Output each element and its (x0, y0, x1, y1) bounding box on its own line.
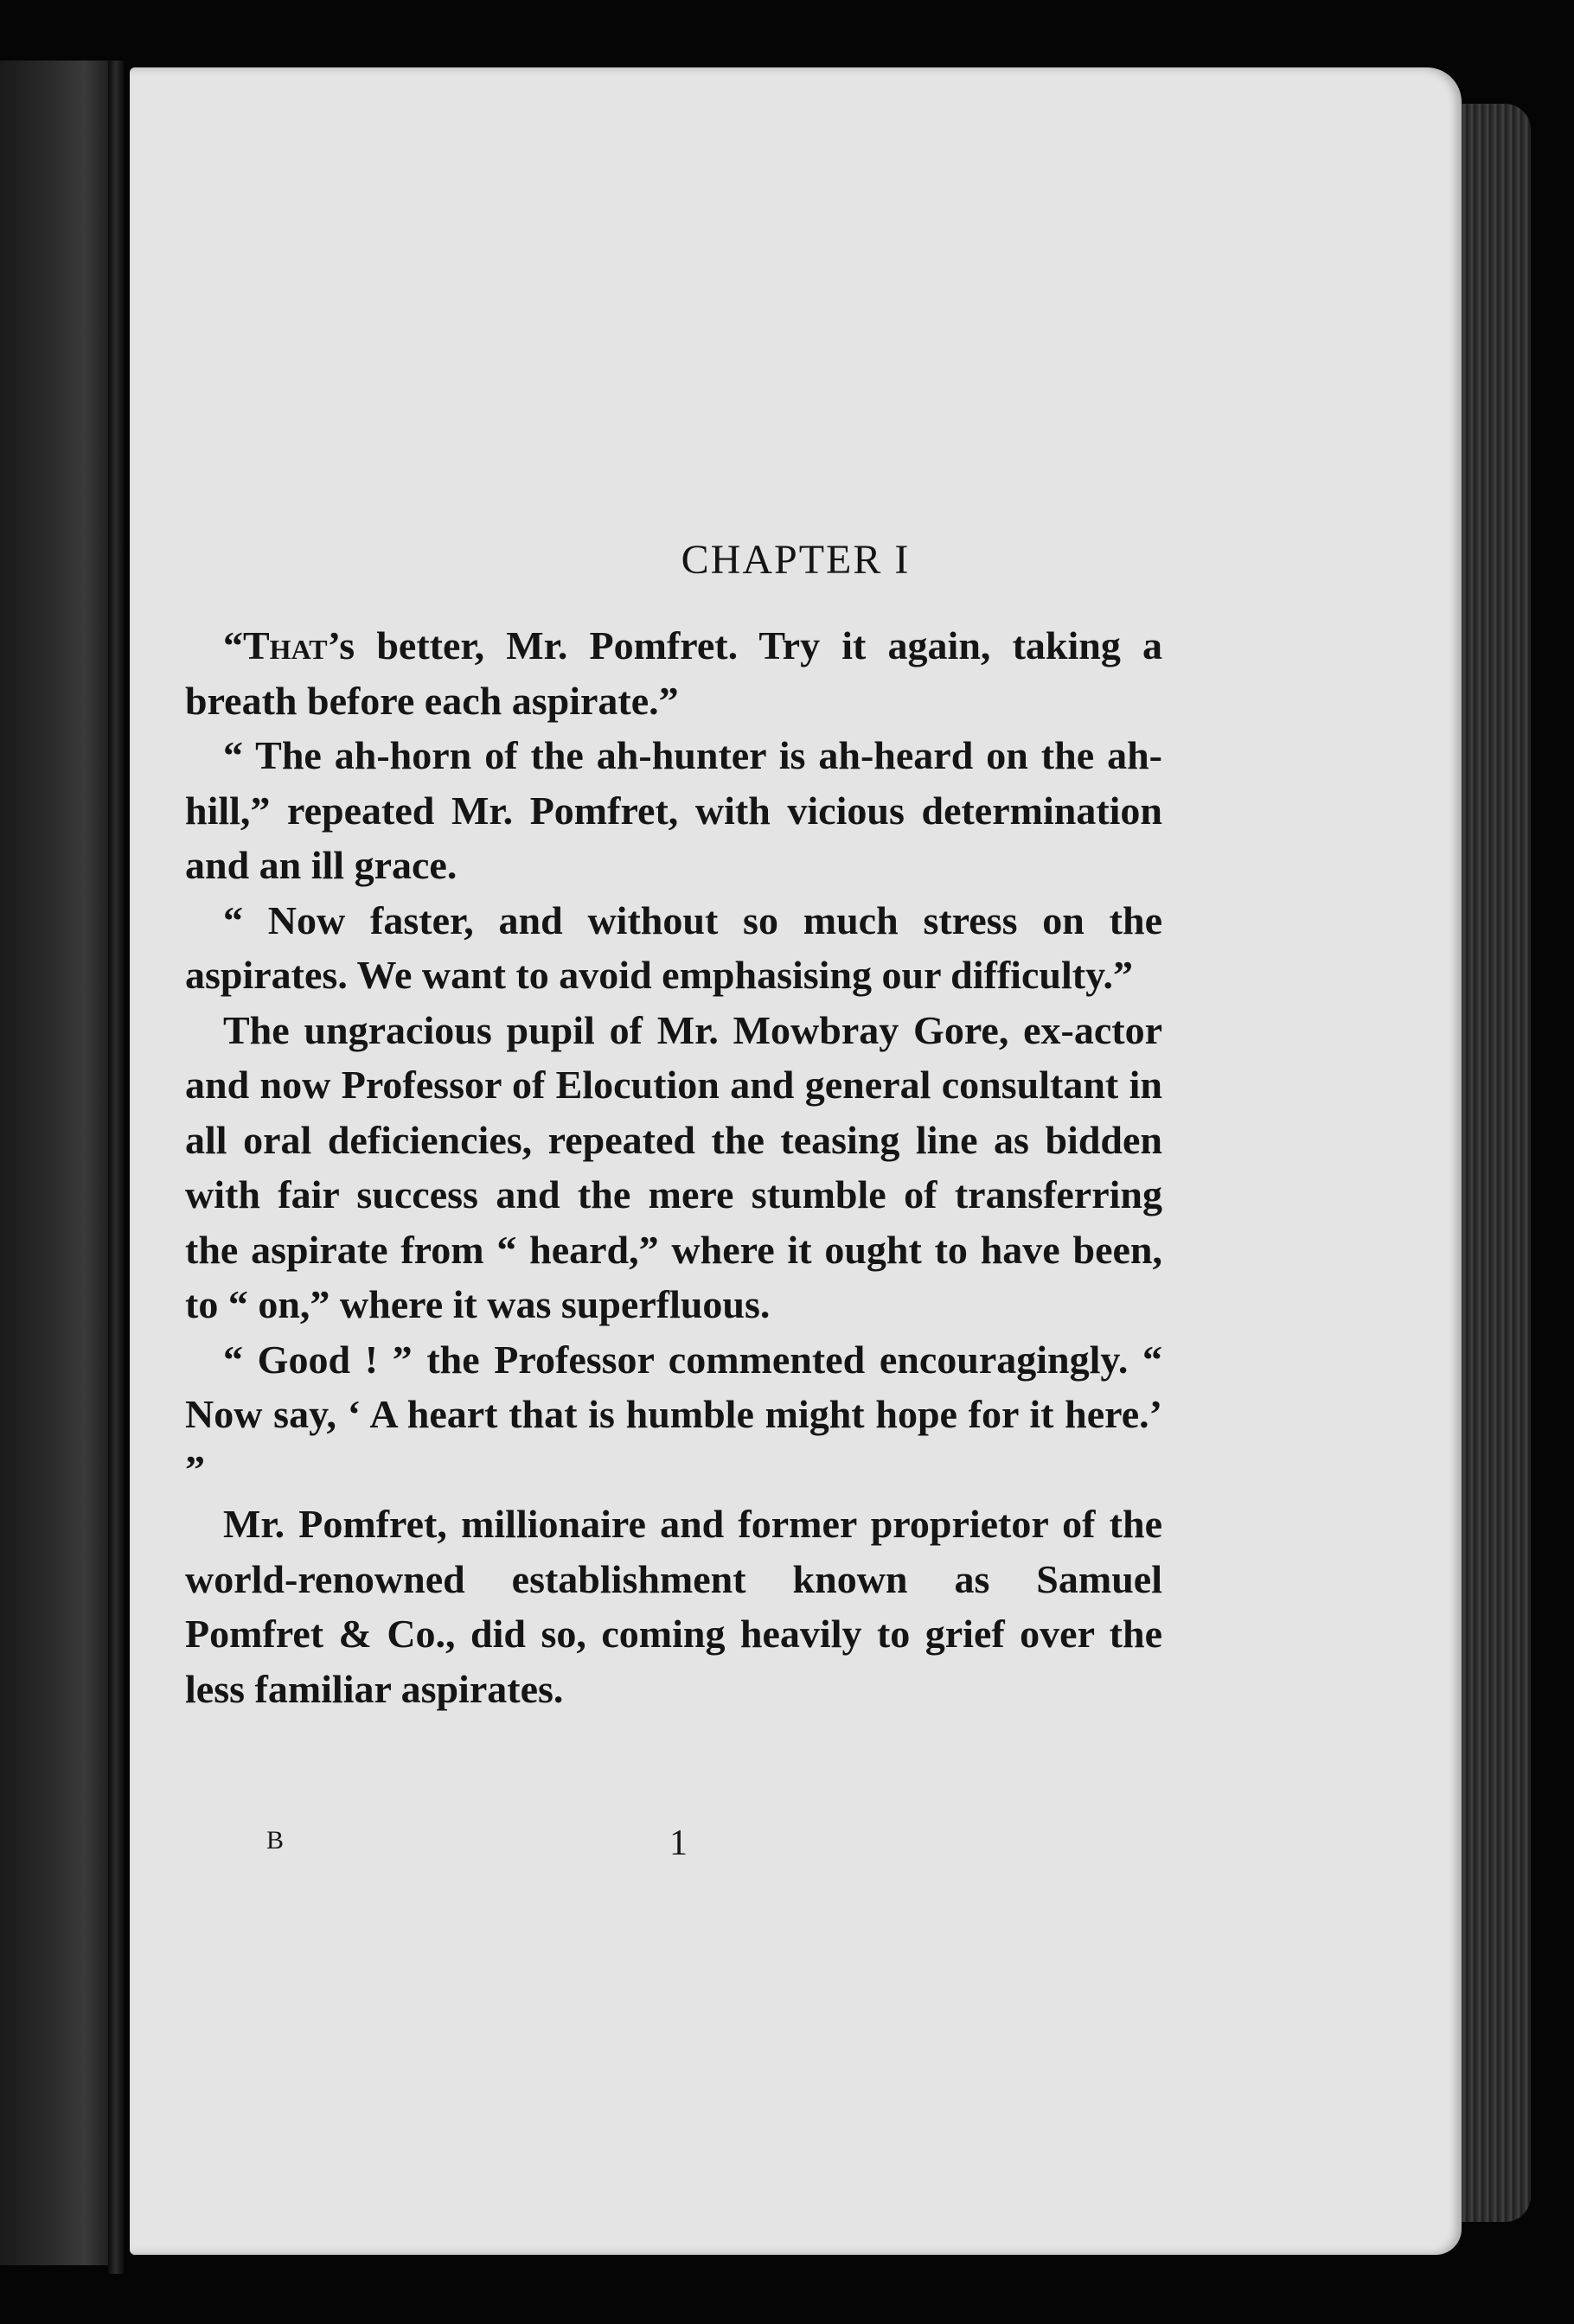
paragraph-1-rest: ’s better, Mr. Pomfret. Try it again, taking a breath before each aspirate.” (185, 623, 1162, 723)
paragraph-3: “ Now faster, and without so much stress on the aspirates. We want to avoid emphasising our difficulty.” (185, 897, 1162, 997)
chapter-body (185, 618, 1162, 1716)
signature-mark: B (266, 1826, 285, 1855)
book-binding (108, 61, 124, 2274)
paragraph-6: Mr. Pomfret, millionaire and former proprietor of the world-renowned establishment known as Samuel Pomfret & Co., did so, coming heavily to grief over the less familiar aspirates. (185, 1502, 1162, 1711)
paragraph-5: “ Good ! ” the Professor commented encouragingly. “ Now say, ‘ A heart that is humble might hope for it here.’ ” (185, 1337, 1162, 1491)
left-page-edge (0, 61, 121, 2265)
paragraph-1 (185, 618, 1162, 728)
paragraph-2: “ The ah-horn of the ah-hunter is ah-heard on the ah-hill,” repeated Mr. Pomfret, with vicious determination and an ill grace. (185, 733, 1162, 887)
chapter-heading: CHAPTER I (681, 537, 911, 583)
page-number: 1 (669, 1823, 688, 1863)
opening-quote: “ (223, 623, 243, 667)
right-page-edge (1462, 104, 1531, 2222)
paragraph-4: The ungracious pupil of Mr. Mowbray Gore, ex-actor and now Professor of Elocution and general consultant in all oral deficiencies, repeated the teasing line as bidden with fair success and the mere stumble of transferring the aspirate from “ heard,” where it ought to have been, to “ on,” where it was superfluous. (185, 1007, 1162, 1326)
small-caps-opening-word: That (243, 623, 328, 667)
page-footer (185, 1823, 1162, 1866)
